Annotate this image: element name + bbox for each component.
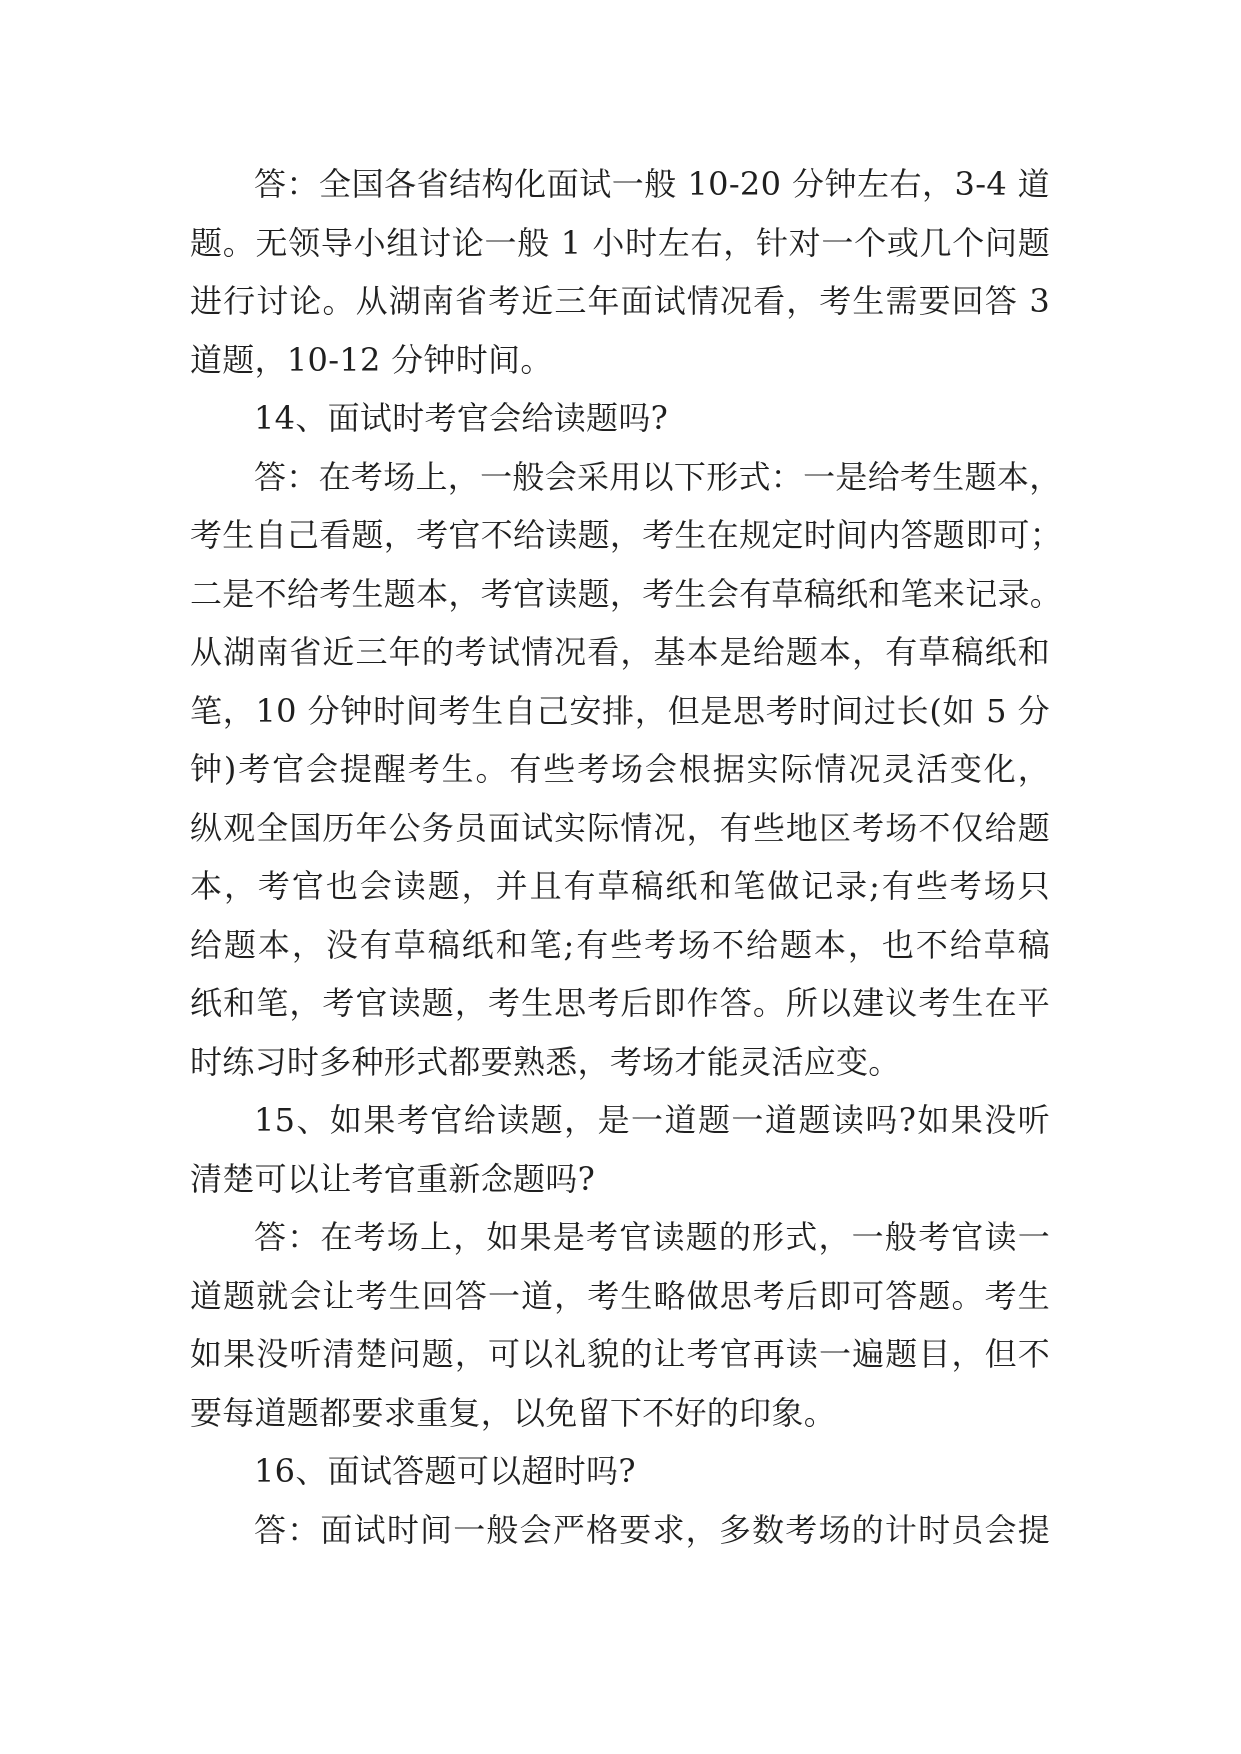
question-heading: 清楚可以让考官重新念题吗?: [190, 1159, 596, 1198]
text-line: 二是不给考生题本，考官读题，考生会有草稿纸和笔来记录。: [190, 574, 1063, 613]
text-line: 进行讨论。从湖南省考近三年面试情况看，考生需要回答 3: [190, 282, 1050, 320]
document-page: [190, 155, 1063, 1559]
text-line: 考生自己看题，考官不给读题，考生在规定时间内答题即可；: [190, 516, 1063, 554]
text-line: 答：在考场上，一般会采用以下形式：一是给考生题本，: [254, 457, 1062, 496]
question-heading: 15、如果考官给读题，是一道题一道题读吗?如果没听: [254, 1101, 1050, 1139]
text-line: 答：在考场上，如果是考官读题的形式，一般考官读一: [254, 1218, 1050, 1256]
text-line: 纸和笔，考官读题，考生思考后即作答。所以建议考生在平: [190, 984, 1050, 1022]
question-heading: 16、面试答题可以超时吗?: [254, 1452, 636, 1490]
text-line: 从湖南省近三年的考试情况看，基本是给题本，有草稿纸和: [190, 633, 1050, 671]
question-heading: 14、面试时考官会给读题吗?: [254, 399, 669, 437]
text-line: 道题就会让考生回答一道，考生略做思考后即可答题。考生: [190, 1276, 1050, 1315]
text-line: 答：面试时间一般会严格要求，多数考场的计时员会提: [254, 1510, 1050, 1549]
text-line: 纵观全国历年公务员面试实际情况，有些地区考场不仅给题: [190, 808, 1050, 847]
text-line: 要每道题都要求重复，以免留下不好的印象。: [190, 1393, 837, 1432]
text-line: 答：全国各省结构化面试一般 10-20 分钟左右，3-4 道: [254, 165, 1050, 203]
text-line: 给题本，没有草稿纸和笔;有些考场不给题本，也不给草稿: [190, 925, 1050, 964]
text-line: 题。无领导小组讨论一般 1 小时左右，针对一个或几个问题: [190, 223, 1050, 262]
text-line: 笔，10 分钟时间考生自己安排，但是思考时间过长(如 5 分: [190, 691, 1050, 730]
text-line: 本，考官也会读题，并且有草稿纸和笔做记录;有些考场只: [190, 867, 1050, 905]
text-line: 如果没听清楚问题，可以礼貌的让考官再读一遍题目，但不: [190, 1335, 1050, 1373]
text-line: 道题，10-12 分钟时间。: [190, 340, 553, 379]
text-line: 钟)考官会提醒考生。有些考场会根据实际情况灵活变化，: [190, 750, 1050, 788]
text-line: 时练习时多种形式都要熟悉，考场才能灵活应变。: [190, 1042, 901, 1081]
